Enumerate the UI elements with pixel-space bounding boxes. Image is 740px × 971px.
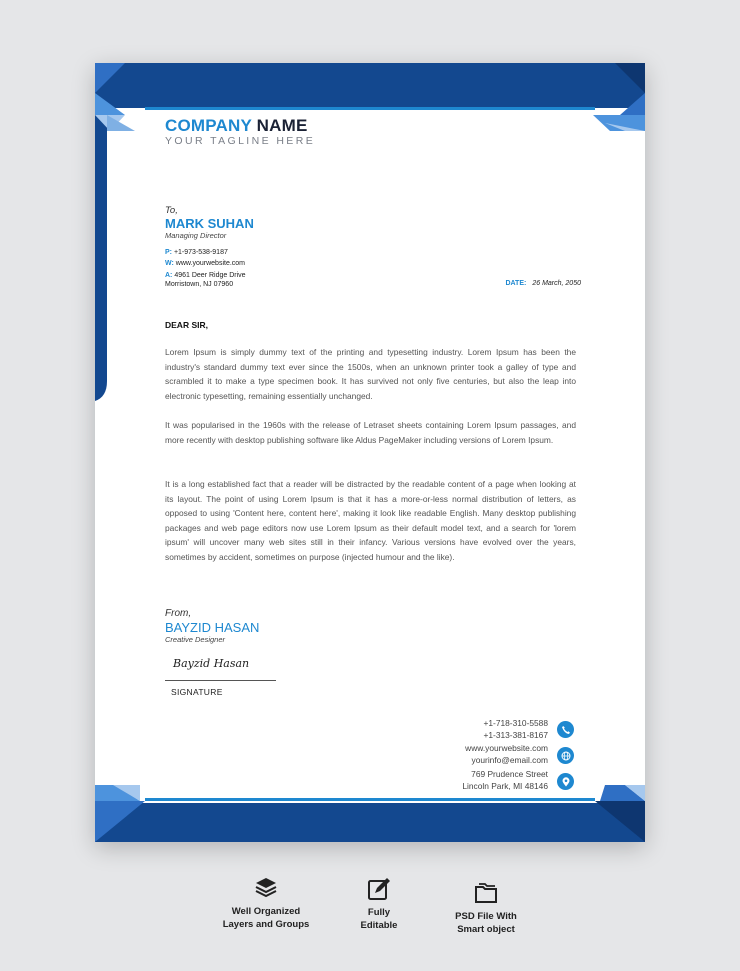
layers-icon (253, 876, 279, 898)
company-name (165, 116, 308, 136)
contact-website: www.yourwebsite.com (465, 743, 548, 753)
letter-date (505, 280, 581, 287)
web-value: www.yourwebsite.com (175, 260, 246, 267)
globe-icon (557, 747, 574, 764)
contact-address-1: 769 Prudence Street (471, 769, 548, 779)
to-label: To, (165, 205, 178, 216)
date-value: 26 March, 2050 (532, 280, 581, 287)
company-name-part2: NAME (256, 116, 308, 135)
company-tagline: YOUR TAGLINE HERE (165, 135, 316, 147)
date-label: DATE: (505, 280, 527, 287)
body-paragraph: It is a long established fact that a reader will be distracted by the readable content of a page when looking at its layout. The point of using Lorem Ipsum is that it has a more-or-less normal distribution of letters, as opposed to using 'Content here, content here', making it look like readable English. Many desktop publishing packages and web page editors now use Lorem Ipsum as their default model text, and a search for 'lorem ipsum' will uncover many web sites still in their infancy. Various versions have evolved over the years, sometimes by accident, sometimes on purpose (injected humour and the like). (165, 479, 576, 562)
recipient-title: Managing Director (165, 231, 227, 240)
feature-line1: PSD File With (455, 911, 517, 922)
recipient-name: MARK SUHAN (165, 216, 254, 231)
folder-icon (474, 882, 498, 904)
feature-editable (319, 876, 439, 932)
body-paragraph: Lorem Ipsum is simply dummy text of the printing and typesetting industry. Lorem Ipsum has been the industry's standard dummy text ever since the 1500s, when an unknown printer took a galley of type and scrambled it to make a type specimen book. It has survived not only five centuries, but also the leap into electronic typesetting, remaining essentially unchanged. (165, 347, 576, 401)
contact-address-2: Lincoln Park, MI 48146 (462, 781, 548, 791)
phone-label: P: (165, 249, 172, 256)
recipient-phone (165, 249, 228, 256)
signature-label: SIGNATURE (171, 687, 223, 697)
contact-email: yourinfo@email.com (471, 755, 548, 765)
web-label: W: (165, 260, 174, 267)
feature-line1: Fully (367, 907, 391, 918)
phone-value: +1-973-538-9187 (173, 249, 228, 256)
salutation: DEAR SIR, (165, 320, 208, 330)
address-line1: 4961 Deer Ridge Drive (174, 272, 246, 279)
phone-icon (557, 721, 574, 738)
recipient-web (165, 260, 245, 267)
sender-title: Creative Designer (165, 635, 226, 644)
location-pin-icon (557, 773, 574, 790)
edit-icon (366, 876, 392, 902)
feature-line1: Well Organized (231, 906, 301, 917)
company-name-part1: COMPANY (165, 116, 252, 135)
recipient-address-line2: Morristown, NJ 07960 (165, 281, 234, 288)
feature-layers (206, 876, 326, 931)
contact-phone-2: +1-313-381-8167 (483, 730, 548, 740)
signature: Bayzid Hasan (173, 657, 250, 670)
feature-line2: Layers and Groups (222, 918, 310, 930)
feature-psd (426, 882, 546, 936)
from-label: From, (165, 608, 192, 619)
signature-line (165, 680, 276, 681)
address-label: A: (165, 272, 173, 279)
feature-line2: Smart object (457, 923, 515, 935)
recipient-address (165, 272, 246, 279)
letterhead-page (95, 63, 645, 842)
body-paragraph: It was popularised in the 1960s with the release of Letraset sheets containing Lorem Ipsum passages, and more recently with desktop publishing software like Aldus PageMaker including versions of Lorem Ipsum. (165, 420, 576, 445)
sender-name: BAYZID HASAN (165, 620, 260, 635)
contact-phone-1: +1-718-310-5588 (483, 718, 548, 728)
feature-line2: Editable (360, 919, 398, 931)
